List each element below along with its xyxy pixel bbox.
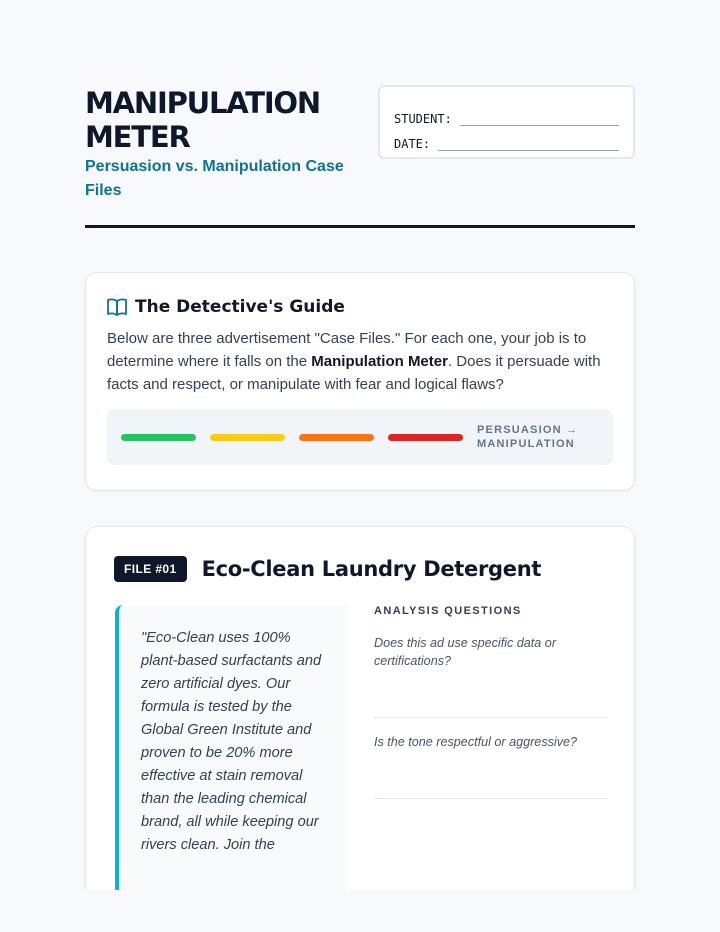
guide-header — [107, 295, 613, 319]
meter-scale-label: PERSUASION → MANIPULATION — [477, 424, 579, 450]
file-number-badge: FILE #01 — [114, 556, 187, 582]
meter-segment-red — [388, 434, 463, 441]
meter-segment-orange — [299, 434, 374, 441]
page-title: MANIPULATION METER — [85, 86, 320, 154]
student-name-field[interactable] — [460, 110, 619, 126]
guide-title: The Detective's Guide — [135, 297, 345, 317]
ad-quote-box: "Eco-Clean uses 100% plant-based surfactants and zero artificial dyes. Our formula is tested by the Global Green Institute and proven to be 20% more effective at stain removal than the leading chemical brand, all while keeping our rivers clean. Join the — [115, 605, 347, 905]
guide-text-part2: . Does it persuade with facts and respect, or manipulate with fear and logical flaws? — [107, 353, 601, 393]
book-open-icon — [107, 298, 127, 316]
case-file-header — [114, 556, 541, 582]
case-file-card — [85, 526, 635, 932]
date-label: DATE: — [394, 137, 431, 151]
date-field[interactable] — [438, 135, 619, 151]
header-divider — [85, 225, 635, 228]
guide-text-bold: Manipulation Meter — [311, 353, 448, 370]
analysis-heading: ANALYSIS QUESTIONS — [374, 605, 522, 617]
manipulation-meter-scale — [107, 409, 613, 465]
date-row — [394, 126, 619, 151]
analysis-questions — [374, 605, 608, 799]
analysis-question-2[interactable]: Is the tone respectful or aggressive? — [374, 733, 608, 799]
guide-text-part1: Below are three advertisement "Case Files." For each one, your job is to determine where it falls on the — [107, 330, 587, 370]
meter-segment-green — [121, 434, 196, 441]
student-label: STUDENT: — [394, 112, 452, 126]
page-subtitle: Persuasion vs. Manipulation Case Files — [85, 158, 344, 199]
analysis-question-1[interactable]: Does this ad use specific data or certifications? — [374, 634, 608, 718]
case-file-title: Eco-Clean Laundry Detergent — [201, 557, 542, 581]
worksheet-page — [85, 0, 635, 853]
student-row — [394, 101, 619, 126]
student-info-box — [378, 85, 635, 159]
guide-instructions — [107, 327, 613, 396]
detectives-guide-card — [85, 272, 635, 491]
worksheet-header — [85, 0, 635, 228]
page-bottom-cutoff — [0, 890, 720, 932]
meter-segment-yellow — [210, 434, 285, 441]
